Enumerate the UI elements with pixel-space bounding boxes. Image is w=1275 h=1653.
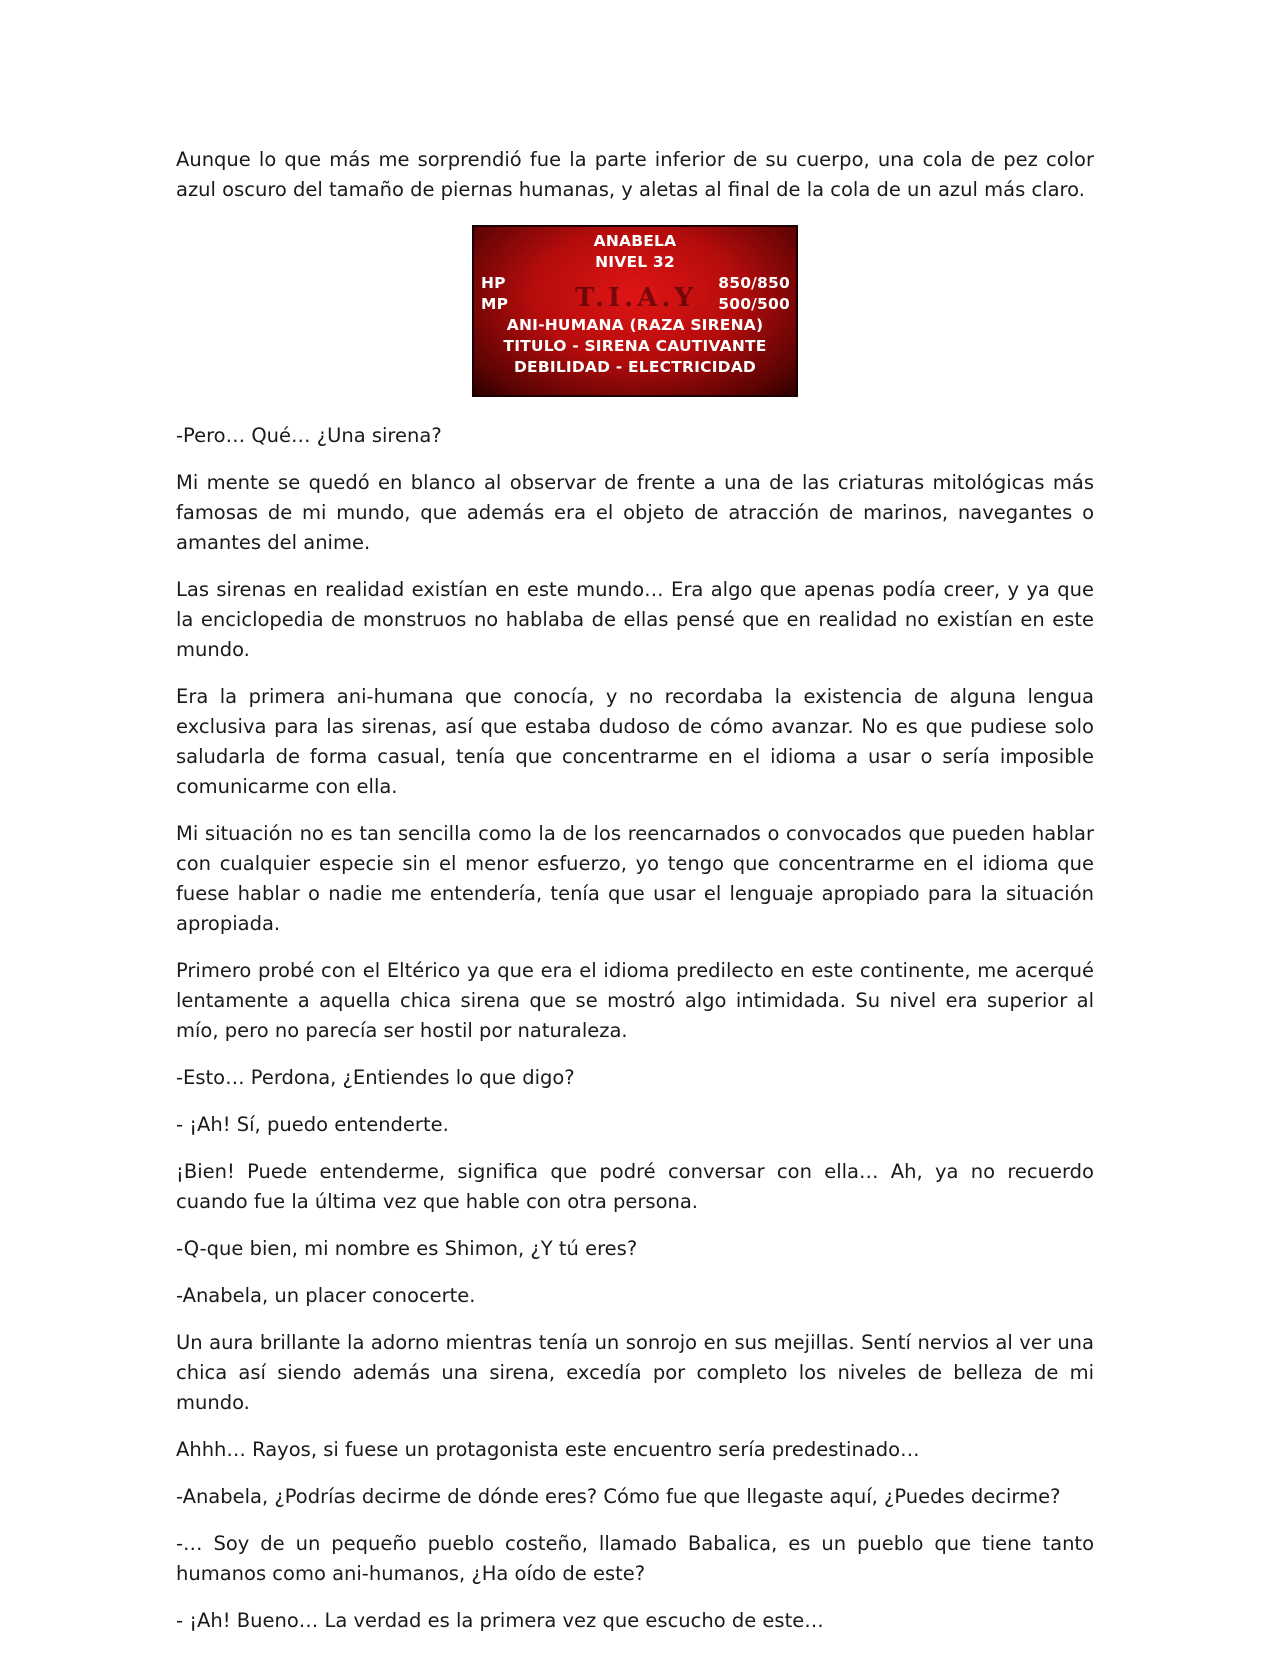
status-race: ANI-HUMANA (RAZA SIRENA): [506, 316, 764, 334]
status-title: TITULO - SIRENA CAUTIVANTE: [503, 337, 767, 355]
paragraph: -Pero… Qué… ¿Una sirena?: [176, 424, 442, 447]
status-weakness: DEBILIDAD - ELECTRICIDAD: [513, 358, 756, 376]
paragraph: -Q-que bien, mi nombre es Shimon, ¿Y tú eres?: [176, 1237, 638, 1260]
paragraph: Mi situación no es tan sencilla como la de los reencarnados o convocados que pueden hablar con cualquier especie sin el menor esfuerzo, yo tengo que concentrarme en el idioma que fuese hablar o nadie me entendería, tenía que usar el lenguaje apropiado para la situación apropiada.: [176, 822, 1094, 935]
hp-label: HP: [481, 274, 506, 292]
hp-value: 850/850: [718, 274, 790, 292]
mp-value: 500/500: [718, 295, 790, 313]
paragraph: - ¡Ah! Sí, puedo entenderte.: [176, 1113, 449, 1136]
status-card-container: [176, 225, 1094, 397]
paragraph: -Anabela, ¿Podrías decirme de dónde eres? Cómo fue que llegaste aquí, ¿Puedes decirme?: [176, 1485, 1061, 1508]
mp-label: MP: [481, 295, 509, 313]
paragraph: Era la primera ani-humana que conocía, y no recordaba la existencia de alguna lengua exclusiva para las sirenas, así que estaba dudoso de cómo avanzar. No es que pudiese solo saludarla de forma casual, tenía que concentrarme en el idioma a usar o sería imposible comunicarme con ella.: [176, 685, 1094, 798]
paragraph: - ¡Ah! Bueno… La verdad es la primera vez que escucho de este…: [176, 1609, 824, 1632]
paragraph: Las sirenas en realidad existían en este mundo… Era algo que apenas podía creer, y ya que la enciclopedia de monstruos no hablaba de ellas pensé que en realidad no existían en este mundo.: [176, 578, 1094, 661]
status-name: ANABELA: [593, 232, 677, 250]
paragraph: Aunque lo que más me sorprendió fue la parte inferior de su cuerpo, una cola de pez color azul oscuro del tamaño de piernas humanas, y aletas al final de la cola de un azul más claro.: [176, 148, 1094, 201]
paragraph: Mi mente se quedó en blanco al observar de frente a una de las criaturas mitológicas más famosas de mi mundo, que además era el objeto de atracción de marinos, navegantes o amantes del anime.: [176, 471, 1094, 554]
watermark: T.I.A.Y: [574, 283, 698, 313]
document-body: [176, 145, 1094, 1653]
paragraph: -Anabela, un placer conocerte.: [176, 1284, 476, 1307]
paragraph: -Esto… Perdona, ¿Entiendes lo que digo?: [176, 1066, 575, 1089]
paragraph: Primero probé con el Eltérico ya que era el idioma predilecto en este continente, me acerqué lentamente a aquella chica sirena que se mostró algo intimidada. Su nivel era superior al mío, pero no parecía ser hostil por naturaleza.: [176, 959, 1094, 1042]
status-card: [472, 225, 798, 397]
paragraph: ¡Bien! Puede entenderme, significa que podré conversar con ella… Ah, ya no recuerdo cuando fue la última vez que hable con otra persona.: [176, 1160, 1094, 1213]
status-level: NIVEL 32: [595, 253, 675, 271]
paragraph: Ahhh… Rayos, si fuese un protagonista este encuentro sería predestinado…: [176, 1438, 920, 1461]
paragraph: -… Soy de un pequeño pueblo costeño, llamado Babalica, es un pueblo que tiene tanto humanos como ani-humanos, ¿Ha oído de este?: [176, 1532, 1094, 1585]
paragraph: Un aura brillante la adorno mientras tenía un sonrojo en sus mejillas. Sentí nervios al ver una chica así siendo además una sirena, excedía por completo los niveles de belleza de mi mundo.: [176, 1331, 1094, 1414]
